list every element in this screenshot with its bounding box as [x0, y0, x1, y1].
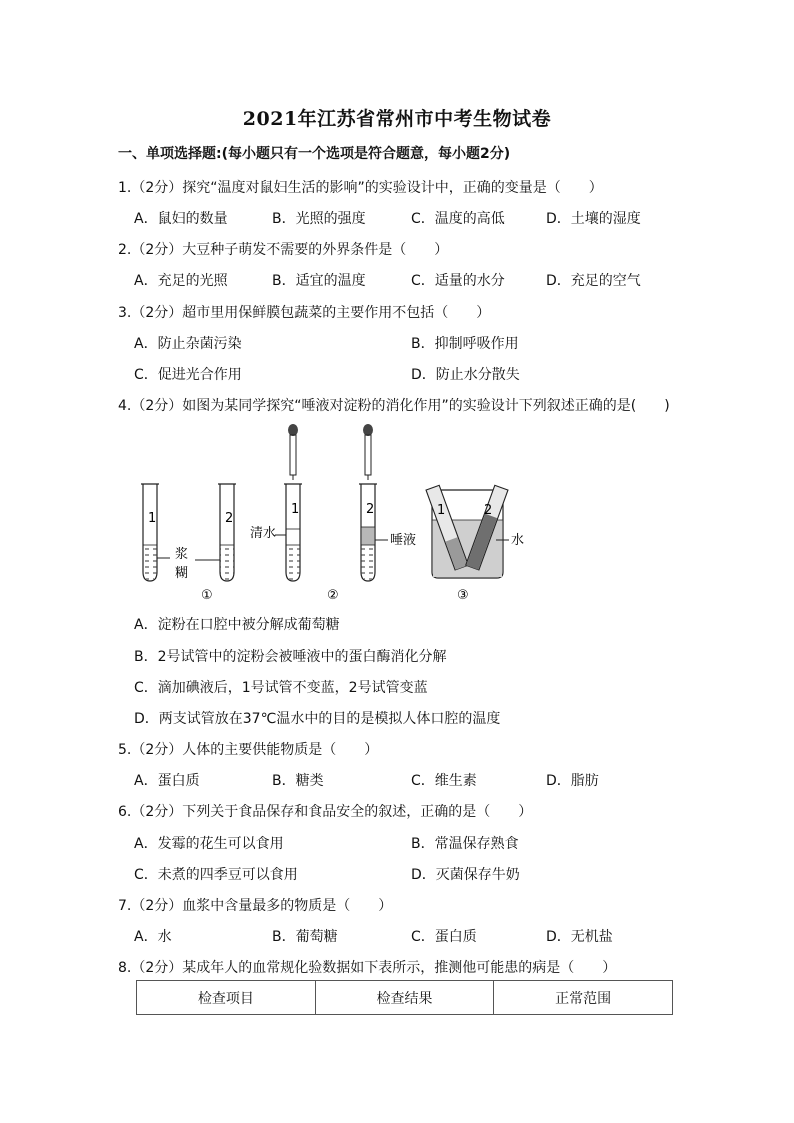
bath-tube-1-number: 1: [437, 503, 446, 518]
dropper-saliva: [363, 424, 373, 480]
q6-option-c: C．未煮的四季豆可以食用: [134, 867, 298, 883]
q2-option-a: A．充足的光照: [134, 273, 228, 289]
question-7-stem: 7.（2分）血浆中含量最多的物质是（ ）: [118, 898, 393, 914]
q5-option-d: D．脂肪: [546, 773, 599, 789]
question-4-stem: 4.（2分）如图为某同学探究“唾液对淀粉的消化作用”的实验设计下列叙述正确的是( ): [118, 398, 670, 414]
question-2-stem: 2.（2分）大豆种子萌发不需要的外界条件是（ ）: [118, 242, 449, 258]
table-header-result: 检查结果: [315, 981, 494, 1015]
test-tube-1: [141, 484, 159, 581]
q3-option-c: C．促进光合作用: [134, 367, 242, 383]
q2-option-c: C．适量的水分: [411, 273, 505, 289]
q1-option-c: C．温度的高低: [411, 211, 505, 227]
question-6-stem: 6.（2分）下列关于食品保存和食品安全的叙述，正确的是（ ）: [118, 804, 533, 820]
q5-option-b: B．糖类: [272, 773, 324, 789]
q6-option-d: D．灭菌保存牛奶: [411, 867, 520, 883]
q4-option-d: D．两支试管放在37℃温水中的目的是模拟人体口腔的温度: [134, 711, 501, 727]
q3-option-a: A．防止杂菌污染: [134, 336, 242, 352]
starch-label-2: 糊: [175, 566, 189, 581]
question-8-stem: 8.（2分）某成年人的血常规化验数据如下表所示，推测他可能患的病是（ ）: [118, 960, 617, 976]
q5-option-a: A．蛋白质: [134, 773, 200, 789]
step-1-marker: ①: [201, 588, 213, 603]
q4-option-b: B．2号试管中的淀粉会被唾液中的蛋白酶消化分解: [134, 649, 447, 665]
table-header-range: 正常范围: [494, 981, 673, 1015]
q3-option-b: B．抑制呼吸作用: [411, 336, 519, 352]
tube-2-number: 2: [225, 511, 234, 526]
experiment-figure: [128, 420, 548, 605]
q4-option-a: A．淀粉在口腔中被分解成葡萄糖: [134, 617, 340, 633]
tube-2-number-step2: 2: [366, 502, 375, 517]
test-tube-2-saliva: [359, 484, 377, 581]
beaker-water-bath: [426, 485, 508, 578]
q6-option-b: B．常温保存熟食: [411, 836, 519, 852]
page-title: 2021年江苏省常州市中考生物试卷: [242, 108, 552, 130]
blood-test-table: [136, 980, 673, 1015]
starch-label-1: 浆: [175, 547, 189, 562]
table-row: [137, 981, 673, 1015]
q5-option-c: C．维生素: [411, 773, 477, 789]
q7-option-a: A．水: [134, 929, 172, 945]
test-tube-1-water: [284, 484, 302, 581]
q1-option-a: A．鼠妇的数量: [134, 211, 228, 227]
q7-option-d: D．无机盐: [546, 929, 613, 945]
question-3-stem: 3.（2分）超市里用保鲜膜包蔬菜的主要作用不包括（ ）: [118, 305, 491, 321]
q6-option-a: A．发霉的花生可以食用: [134, 836, 284, 852]
question-5-stem: 5.（2分）人体的主要供能物质是（ ）: [118, 742, 379, 758]
q2-option-d: D．充足的空气: [546, 273, 641, 289]
step-2-marker: ②: [327, 588, 339, 603]
q7-option-c: C．蛋白质: [411, 929, 477, 945]
bath-water-label: 水: [511, 533, 525, 548]
q2-option-b: B．适宜的温度: [272, 273, 366, 289]
tube-1-number: 1: [148, 511, 157, 526]
q1-option-b: B．光照的强度: [272, 211, 366, 227]
bath-tube-2-number: 2: [484, 503, 493, 518]
q3-option-d: D．防止水分散失: [411, 367, 520, 383]
water-label: 清水: [250, 526, 277, 541]
tube-1-number-step2: 1: [291, 502, 300, 517]
table-header-item: 检查项目: [137, 981, 316, 1015]
saliva-label: 唾液: [390, 533, 417, 548]
dropper-water: [288, 424, 298, 480]
q7-option-b: B．葡萄糖: [272, 929, 338, 945]
question-1-stem: 1.（2分）探究“温度对鼠妇生活的影响”的实验设计中，正确的变量是（ ）: [118, 180, 603, 196]
q1-option-d: D．土壤的湿度: [546, 211, 641, 227]
section-heading: 一、单项选择题:(每小题只有一个选项是符合题意，每小题2分): [118, 146, 511, 162]
step-3-marker: ③: [457, 588, 469, 603]
q4-option-c: C．滴加碘液后，1号试管不变蓝，2号试管变蓝: [134, 680, 428, 696]
test-tube-2: [218, 484, 236, 581]
